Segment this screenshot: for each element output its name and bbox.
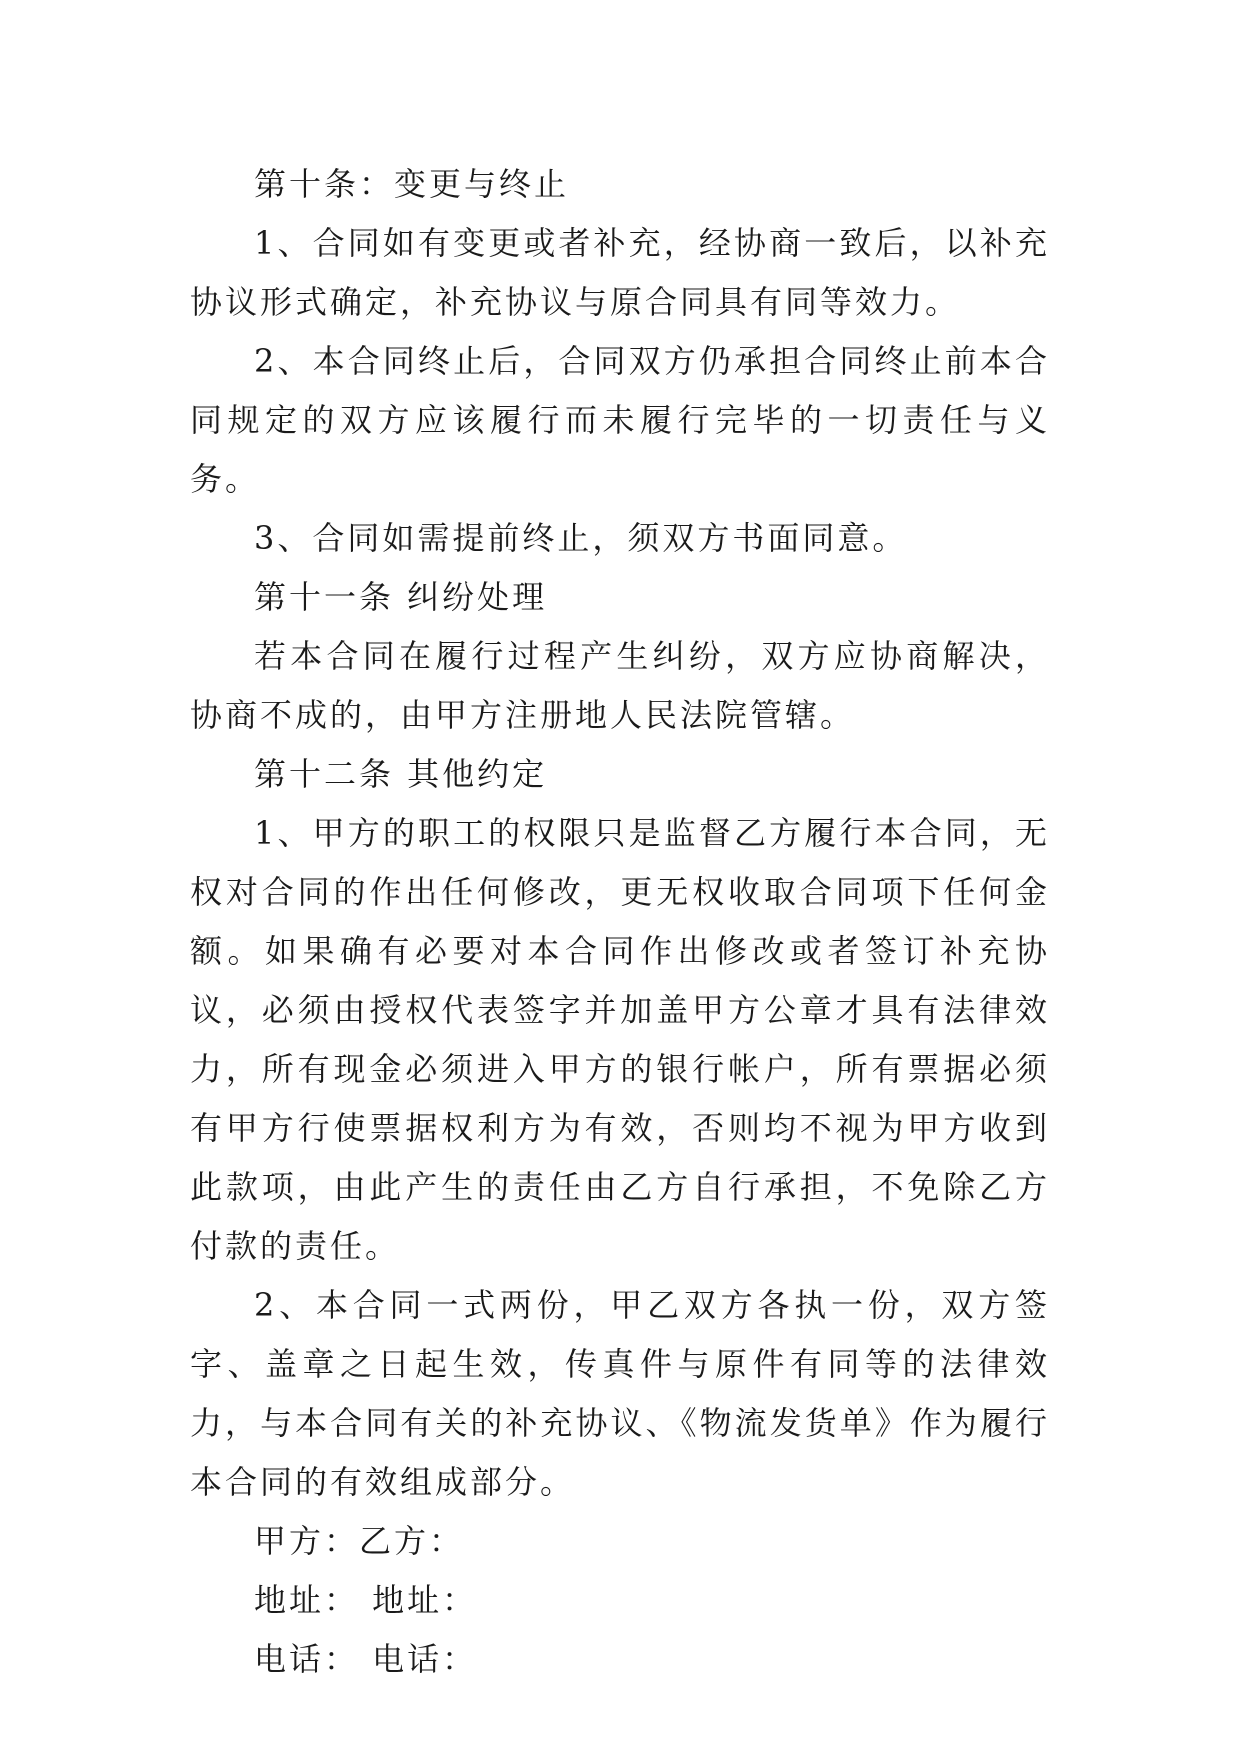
signature-address-line: 地址： 地址： xyxy=(254,1581,478,1619)
section-10-clause-2: 2、本合同终止后，合同双方仍承担合同终止前本合同规定的双方应该履行而未履行完毕的一切责任与义务。 xyxy=(190,342,1050,498)
section-12-clause-2: 2、本合同一式两份，甲乙双方各执一份，双方签字、盖章之日起生效，传真件与原件有同等的法律效力，与本合同有关的补充协议、《物流发货单》作为履行本合同的有效组成部分。 xyxy=(190,1286,1050,1501)
section-12-clause-1: 1、甲方的职工的权限只是监督乙方履行本合同，无权对合同的作出任何修改，更无权收取合同项下任何金额。如果确有必要对本合同作出修改或者签订补充协议，必须由授权代表签字并加盖甲方公章才具有法律效力，所有现金必须进入甲方的银行帐户，所有票据必须有甲方行使票据权利方为有效，否则均不视为甲方收到此款项，由此产生的责任由乙方自行承担，不免除乙方付款的责任。 xyxy=(190,814,1050,1265)
signature-parties-line: 甲方：乙方： xyxy=(254,1522,465,1560)
section-11-text: 若本合同在履行过程产生纠纷，双方应协商解决，协商不成的，由甲方注册地人民法院管辖。 xyxy=(190,637,1050,734)
signature-phone-line: 电话： 电话： xyxy=(254,1640,478,1678)
section-11-heading: 第十一条 纠纷处理 xyxy=(254,578,548,616)
section-10-clause-1: 1、合同如有变更或者补充，经协商一致后，以补充协议形式确定，补充协议与原合同具有同等效力。 xyxy=(190,224,1050,321)
section-12-heading: 第十二条 其他约定 xyxy=(254,755,548,793)
section-10-clause-3: 3、合同如需提前终止，须双方书面同意。 xyxy=(254,519,908,557)
section-10-heading: 第十条：变更与终止 xyxy=(254,165,570,203)
document-body xyxy=(190,155,1050,1689)
